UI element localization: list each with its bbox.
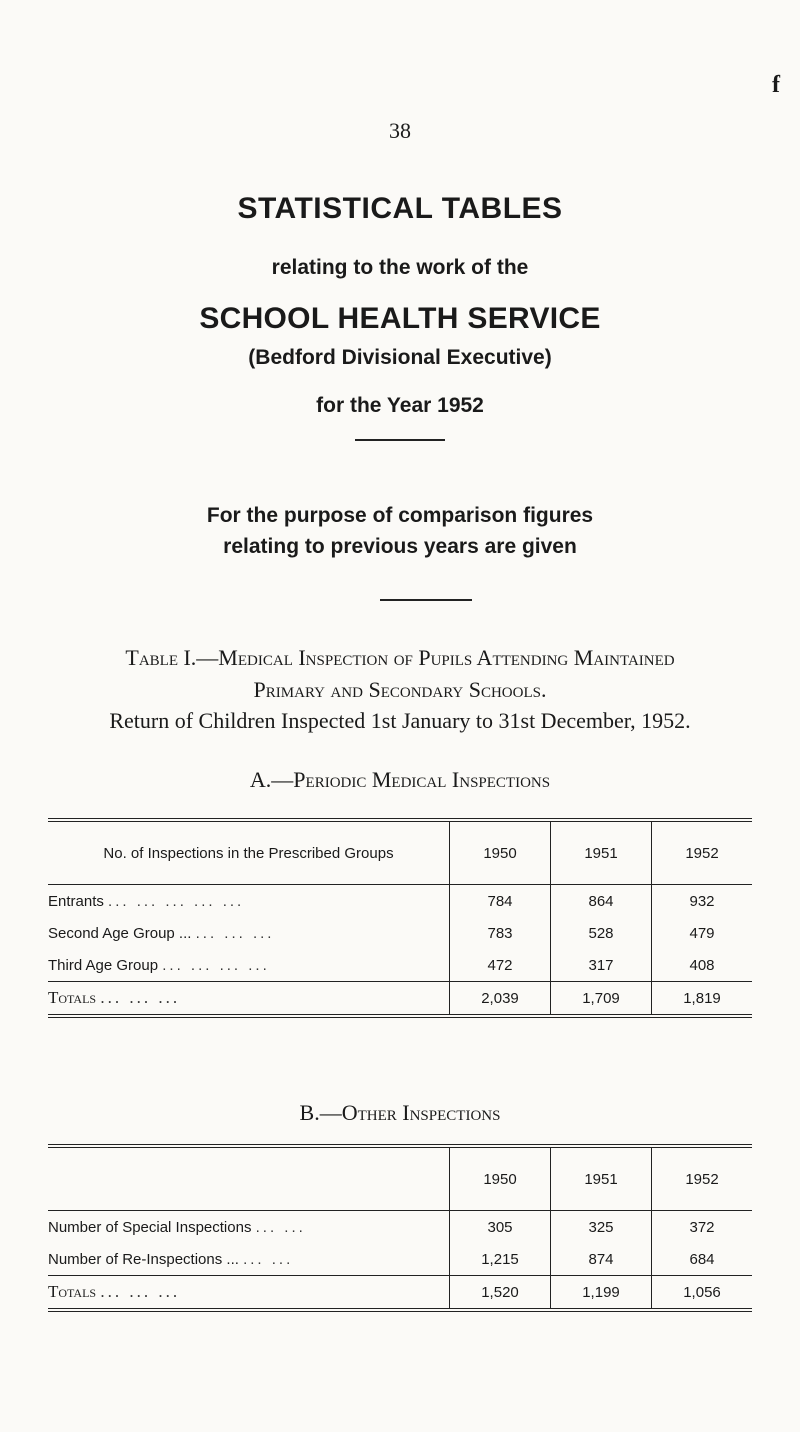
section-b-heading: B.—Other Inspections: [299, 1100, 501, 1125]
total-1952: 1,056: [652, 1276, 753, 1311]
table-header-row: [48, 1146, 752, 1211]
total-1950: 1,520: [450, 1276, 551, 1311]
total-1952: 1,819: [652, 982, 753, 1017]
table-heading-line-1: Table I.—Medical Inspection of Pupils Attending Maintained: [125, 645, 675, 670]
header-1952: 1952: [652, 820, 753, 885]
cell-1951: 864: [551, 885, 652, 918]
totals-label: Totals ... ... ...: [48, 1276, 450, 1311]
cell-1951: 325: [551, 1211, 652, 1244]
cell-1950: 784: [450, 885, 551, 918]
totals-row: [48, 982, 752, 1017]
purpose-line-2: relating to previous years are given: [223, 535, 577, 558]
total-1951: 1,199: [551, 1276, 652, 1311]
return-line: Return of Children Inspected 1st January to 31st December, 1952.: [109, 708, 691, 733]
table-heading: [0, 642, 800, 706]
divider-rule-1: [355, 439, 445, 441]
divider-rule-2: [380, 599, 472, 601]
row-label: Number of Special Inspections ... ...: [48, 1218, 306, 1236]
row-label: Number of Re-Inspections ... ... ...: [48, 1250, 294, 1268]
table-row: [48, 1211, 752, 1244]
other-inspections-table: [48, 1144, 752, 1312]
section-a-heading: A.—Periodic Medical Inspections: [249, 767, 551, 792]
main-title: STATISTICAL TABLES: [237, 192, 563, 225]
header-1950: 1950: [450, 820, 551, 885]
corner-mark: f: [772, 72, 780, 98]
header-blank: [48, 1146, 450, 1211]
periodic-inspections-table: [48, 818, 752, 1018]
cell-1952: 408: [652, 949, 753, 982]
cell-1952: 372: [652, 1211, 753, 1244]
cell-1952: 932: [652, 885, 753, 918]
cell-1950: 472: [450, 949, 551, 982]
cell-1952: 684: [652, 1243, 753, 1276]
table-header-row: [48, 820, 752, 885]
table-heading-line-2: Primary and Secondary Schools.: [253, 677, 547, 702]
header-1951: 1951: [551, 1146, 652, 1211]
cell-1950: 305: [450, 1211, 551, 1244]
purpose-note: [0, 500, 800, 562]
cell-1951: 528: [551, 917, 652, 949]
page-number: 38: [389, 118, 411, 143]
row-label: Second Age Group ... ... ... ...: [48, 924, 275, 942]
executive-title: (Bedford Divisional Executive): [248, 346, 552, 369]
header-groups: No. of Inspections in the Prescribed Groups: [48, 820, 450, 885]
header-1951: 1951: [551, 820, 652, 885]
subtitle-relating: relating to the work of the: [271, 256, 529, 279]
header-1950: 1950: [450, 1146, 551, 1211]
cell-1950: 1,215: [450, 1243, 551, 1276]
row-label: Third Age Group ... ... ... ...: [48, 956, 270, 974]
cell-1950: 783: [450, 917, 551, 949]
table-row: [48, 1243, 752, 1276]
table-row: [48, 917, 752, 949]
totals-row: [48, 1276, 752, 1311]
cell-1951: 874: [551, 1243, 652, 1276]
purpose-line-1: For the purpose of comparison figures: [206, 504, 594, 527]
year-title: for the Year 1952: [316, 394, 484, 417]
row-label: Entrants ... ... ... ... ...: [48, 892, 245, 910]
table-row: [48, 885, 752, 918]
totals-label: Totals ... ... ...: [48, 982, 450, 1017]
cell-1951: 317: [551, 949, 652, 982]
cell-1952: 479: [652, 917, 753, 949]
table-row: [48, 949, 752, 982]
header-1952: 1952: [652, 1146, 753, 1211]
total-1950: 2,039: [450, 982, 551, 1017]
total-1951: 1,709: [551, 982, 652, 1017]
service-title: SCHOOL HEALTH SERVICE: [199, 302, 601, 335]
